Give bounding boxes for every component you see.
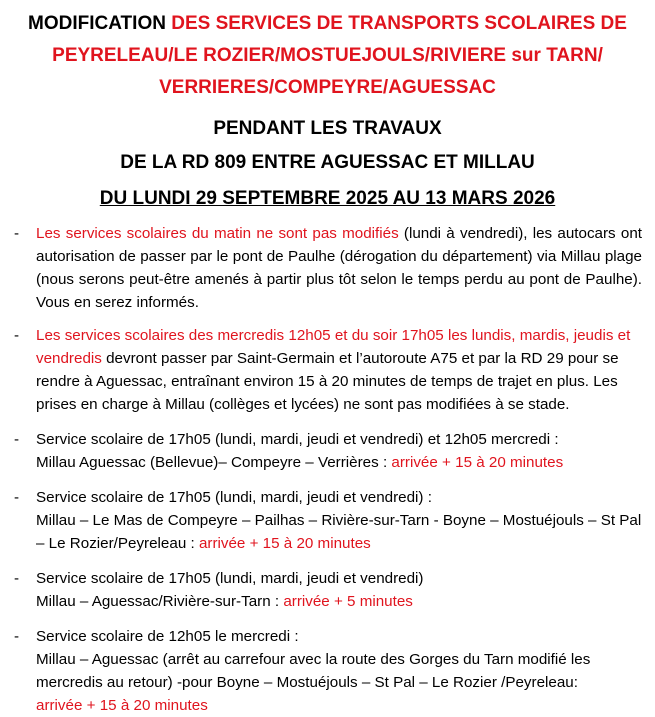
title-line-1 xyxy=(0,8,655,40)
bullet-dash: - xyxy=(14,489,20,506)
title-modification: MODIFICATION xyxy=(28,13,172,34)
title-services: DES SERVICES DE TRANSPORTS SCOLAIRES DE xyxy=(171,13,627,34)
item-heading: Service scolaire de 12h05 le mercredi : xyxy=(36,628,299,645)
list-item xyxy=(14,222,642,314)
bullet-dash: - xyxy=(14,570,20,587)
bullet-dash: - xyxy=(14,431,20,448)
item-text: (lundi à vendredi), les autocars ont autorisation de passer par le pont de Paulhe (dérogation du département) via Millau plage (nous serons peut-être amenés à partir plus tôt selon le temps perdu au pont de Paulhe). Vous en serez informés. xyxy=(36,225,642,311)
item-text: Millau – Aguessac/Rivière-sur-Tarn : xyxy=(36,593,284,610)
bullet-dash: - xyxy=(14,327,20,344)
subtitle-route: DE LA RD 809 ENTRE AGUESSAC ET MILLAU xyxy=(120,152,535,173)
bullet-dash: - xyxy=(14,225,20,242)
list-item xyxy=(14,428,642,474)
bullet-dash: - xyxy=(14,628,20,645)
item-text: Millau Aguessac (Bellevue)– Compeyre – Verrières : xyxy=(36,454,392,471)
subtitle-travaux: PENDANT LES TRAVAUX xyxy=(213,118,442,139)
item-arrival: arrivée + 15 à 20 minutes xyxy=(198,535,371,552)
document-title xyxy=(0,8,655,104)
subtitle-dates: DU LUNDI 29 SEPTEMBRE 2025 AU 13 MARS 2026 xyxy=(99,188,556,209)
item-text: Millau – Le Mas de Compeyre – Pailhas – Rivière-sur-Tarn - Boyne – Mostuéjouls – St Pal – Le Rozier/Peyreleau : xyxy=(36,512,642,552)
item-text: Millau – Aguessac (arrêt au carrefour avec la route des Gorges du Tarn modifié les mercredis au retour) -pour Boyne – Mostuéjouls – St Pal – Le Rozier /Peyreleau: xyxy=(36,651,591,691)
list-item xyxy=(14,625,642,717)
item-text: devront passer par Saint-Germain et l’autoroute A75 et par la RD 29 pour se rendre à Aguessac, entraînant environ 15 à 20 minutes de temps de trajet en plus. Les prises en charge à Millau (collèges et lycées) ne sont pas modifiées à se stade. xyxy=(36,350,619,413)
list-item xyxy=(14,324,642,416)
item-arrival: arrivée + 15 à 20 minutes xyxy=(36,697,208,714)
list-item xyxy=(14,567,642,613)
item-highlight: Les services scolaires des mercredis 12h05 et du soir 17h05 les lundis, mardis, jeudis et vendredis xyxy=(36,327,631,367)
item-heading: Service scolaire de 17h05 (lundi, mardi, jeudi et vendredi) : xyxy=(36,489,432,506)
list-item xyxy=(14,486,642,555)
service-list xyxy=(14,222,642,717)
item-arrival: arrivée + 5 minutes xyxy=(283,593,413,610)
title-line-3: VERRIERES/COMPEYRE/AGUESSAC xyxy=(159,77,496,98)
item-heading: Service scolaire de 17h05 (lundi, mardi, jeudi et vendredi) xyxy=(36,570,424,587)
item-heading: Service scolaire de 17h05 (lundi, mardi, jeudi et vendredi) et 12h05 mercredi : xyxy=(36,431,559,448)
title-line-2: PEYRELEAU/LE ROZIER/MOSTUEJOULS/RIVIERE sur TARN/ xyxy=(52,45,603,66)
item-arrival: arrivée + 15 à 20 minutes xyxy=(391,454,564,471)
item-highlight: Les services scolaires du matin ne sont pas modifiés xyxy=(36,225,399,242)
